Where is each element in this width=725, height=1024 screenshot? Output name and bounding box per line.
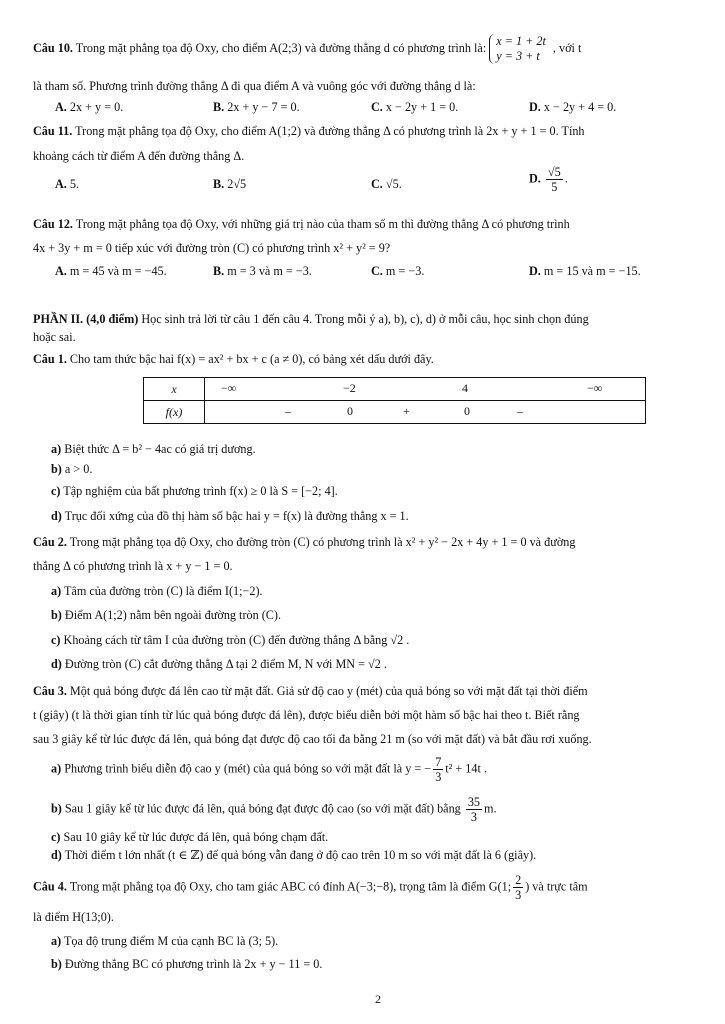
- q11-option-a: A. 5.: [55, 177, 80, 191]
- sign-table-f-3: 0: [464, 404, 470, 418]
- part2-line-2: hoặc sai.: [33, 330, 76, 344]
- c3-item-d: d) Thời điểm t lớn nhất (t ∈ ℤ) để quả bóng vẫn đang ở độ cao trên 10 m so với mặt đất là 6 (giây).: [51, 848, 537, 862]
- q11-option-b: B. 2√5: [213, 177, 247, 191]
- sign-table: [143, 377, 646, 424]
- q12-option-b: B. m = 3 và m = −3.: [213, 264, 312, 278]
- c3-line-3: sau 3 giây kể từ lúc được đá lên, quả bóng đạt được độ cao tối đa bằng 21 m (so với mặt đất) và bắt đầu rơi xuống.: [33, 732, 592, 746]
- q10-option-c: C. x − 2y + 1 = 0.: [371, 100, 459, 114]
- c3-item-a: a) Phương trình biểu diễn độ cao y (mét) của quả bóng so với mặt đất là y = − $\frac{7}{3}$ t² + 14t .: [51, 755, 487, 784]
- sign-table-x-3: −∞: [587, 381, 603, 395]
- q10-label: Câu 10.: [33, 40, 73, 55]
- q11-line-1: Câu 11. Trong mặt phẳng tọa độ Oxy, cho điểm A(1;2) và đường thẳng Δ có phương trình là 2x + y + 1 = 0. Tính: [33, 124, 585, 138]
- page-number: 2: [375, 992, 381, 1006]
- q10-option-a: A. 2x + y = 0.: [55, 100, 124, 114]
- q11-option-c: C. √5.: [371, 177, 402, 191]
- c1-item-c: c) Tập nghiệm của bất phương trình f(x) ≥ 0 là S = [−2; 4].: [51, 484, 338, 498]
- sign-table-x-1: −2: [343, 381, 356, 395]
- q12-label: Câu 12.: [33, 217, 73, 231]
- c4-g-fraction: $\frac{2}{3}$: [515, 873, 522, 902]
- c3-item-b: b) Sau 1 giây kể từ lúc được đá lên, quả bóng đạt được độ cao (so với mặt đất) bằng $\frac{35}{3}$ m.: [51, 795, 497, 824]
- c4-line-2: là điểm H(13;0).: [33, 910, 114, 924]
- c2-label: Câu 2.: [33, 535, 67, 549]
- c2-item-a: a) Tâm của đường tròn (C) là điểm I(1;−2).: [51, 584, 263, 598]
- c3-label: Câu 3.: [33, 684, 67, 698]
- sign-table-x-0: −∞: [221, 381, 237, 395]
- c3-b-fraction: $\frac{35}{3}$: [467, 795, 480, 824]
- q11-option-d: D. $\frac{√5}{5}$ .: [529, 165, 568, 194]
- sign-table-f-header: f(x): [144, 401, 205, 424]
- q10-parametric-system: x = 1 + 2t y = 3 + t: [489, 34, 550, 64]
- c2-item-d: d) Đường tròn (C) cắt đường thẳng Δ tại 2 điểm M, N với MN = √2 .: [51, 657, 387, 671]
- q10-option-d: D. x − 2y + 4 = 0.: [529, 100, 617, 114]
- c1-item-d: d) Trục đối xứng của đồ thị hàm số bậc hai y = f(x) là đường thẳng x = 1.: [51, 509, 409, 523]
- sign-table-x-2: 4: [462, 381, 468, 395]
- c1-item-b: b) a > 0.: [51, 462, 93, 476]
- q10-line-1: Câu 10. Trong mặt phẳng tọa độ Oxy, cho điểm A(2;3) và đường thẳng d có phương trình là: x = 1 + 2t y = 3 + t , với t: [33, 34, 582, 63]
- q10-option-b: B. 2x + y − 7 = 0.: [213, 100, 300, 114]
- c3-a-fraction: $\frac{7}{3}$: [435, 755, 442, 784]
- q12-line-2: 4x + 3y + m = 0 tiếp xúc với đường tròn (C) có phương trình x² + y² = 9?: [33, 241, 391, 255]
- sign-table-row-x: [144, 378, 646, 401]
- q10-line-2: là tham số. Phương trình đường thẳng Δ đi qua điểm A và vuông góc với đường thẳng d là:: [33, 79, 476, 93]
- c1-item-a: a) Biệt thức Δ = b² − 4ac có giá trị dương.: [51, 442, 256, 456]
- q12-option-d: D. m = 15 và m = −15.: [529, 264, 641, 278]
- c2-line-1: Câu 2. Trong mặt phẳng tọa độ Oxy, cho đường tròn (C) có phương trình là x² + y² − 2x + 4y + 1 = 0 và đường: [33, 535, 576, 549]
- c2-item-c: c) Khoảng cách từ tâm I của đường tròn (C) đến đường thẳng Δ bằng √2 .: [51, 633, 410, 647]
- c1-line-1: Câu 1. Cho tam thức bậc hai f(x) = ax² + bx + c (a ≠ 0), có bảng xét dấu dưới đây.: [33, 352, 434, 366]
- q12-line-1: Câu 12. Trong mặt phẳng tọa độ Oxy, với những giá trị nào của tham số m thì đường thẳng Δ có phương trình: [33, 217, 570, 231]
- c1-label: Câu 1.: [33, 352, 67, 366]
- sign-table-f-2: +: [403, 404, 410, 418]
- q11-option-d-fraction: $\frac{√5}{5}$: [547, 165, 561, 194]
- q12-option-c: C. m = −3.: [371, 264, 425, 278]
- c4-line-1: Câu 4. Trong mặt phẳng tọa độ Oxy, cho tam giác ABC có đỉnh A(−3;−8), trọng tâm là điểm G(1; $\frac{2}{3}$ ) và trực tâm: [33, 873, 588, 902]
- sign-table-x-header: x: [144, 378, 205, 401]
- c2-item-b: b) Điểm A(1;2) nằm bên ngoài đường tròn (C).: [51, 608, 282, 622]
- sign-table-f-1: 0: [347, 404, 353, 418]
- c4-label: Câu 4.: [33, 879, 67, 894]
- part2-heading: PHẦN II. (4,0 điểm) Học sinh trả lời từ câu 1 đến câu 4. Trong mỗi ý a), b), c), d) ở mỗi câu, học sinh chọn đúng: [33, 312, 589, 326]
- c3-item-c: c) Sau 10 giây kể từ lúc được đá lên, quả bóng chạm đất.: [51, 830, 329, 844]
- c4-item-b: b) Đường thẳng BC có phương trình là 2x + y − 11 = 0.: [51, 957, 323, 971]
- sign-table-f-4: –: [517, 404, 523, 418]
- c3-line-1: Câu 3. Một quả bóng được đá lên cao từ mặt đất. Giả sử độ cao y (mét) của quả bóng so với mặt đất tại thời điểm: [33, 684, 588, 698]
- c2-line-2: thẳng Δ có phương trình là x + y − 1 = 0.: [33, 559, 233, 573]
- sign-table-row-f: [144, 401, 646, 424]
- q12-option-a: A. m = 45 và m = −45.: [55, 264, 167, 278]
- sign-table-f-0: –: [285, 404, 291, 418]
- q11-line-2: khoảng cách từ điểm A đến đường thẳng Δ.: [33, 149, 245, 163]
- c4-item-a: a) Tọa độ trung điểm M của cạnh BC là (3; 5).: [51, 934, 279, 948]
- q11-label: Câu 11.: [33, 124, 73, 138]
- c3-line-2: t (giây) (t là thời gian tính từ lúc quả bóng được đá lên), được biểu diễn bởi một hàm số bậc hai theo t. Biết rằng: [33, 708, 580, 722]
- part2-title: PHẦN II. (4,0 điểm): [33, 312, 139, 326]
